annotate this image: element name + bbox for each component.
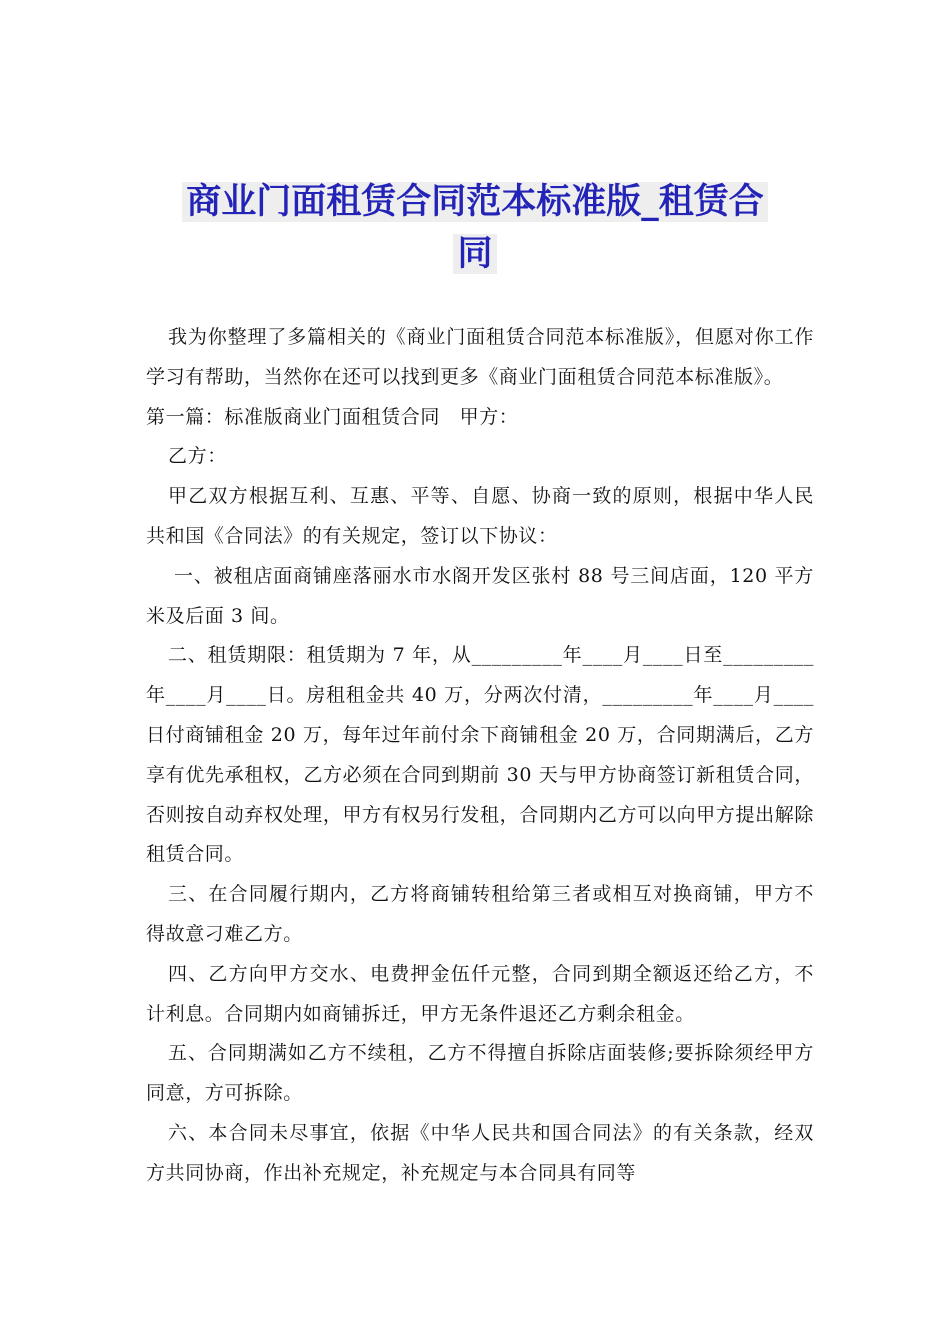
paragraph-intro: 我为你整理了多篇相关的《商业门面租赁合同范本标准版》，但愿对你工作学习有帮助，当然你在还可以找到更多《商业门面租赁合同范本标准版》。 [146, 326, 814, 388]
paragraph-clause-4: 四、乙方向甲方交水、电费押金伍仟元整，合同到期全额返还给乙方，不计利息。合同期内如商铺拆迁，甲方无条件退还乙方剩余租金。 [146, 962, 814, 1025]
paragraph-party-b: 乙方： [168, 445, 227, 468]
paragraph-clause-2: 二、租赁期限：租赁期为 7 年，从_________年____月____日至_________年____月____日。房租租金共 40 万，分两次付清，_________年____月____日付商铺租金 20 万，每年过年前付余下商铺租金 20 万，合同期满后，乙方享有优先承租权，乙方必须在合同到期前 30 天与甲方协商签订新租赁合同，否则按自动弃权处理，甲方有权另行发租，合同期内乙方可以向甲方提出解除租赁合同。 [146, 644, 814, 866]
paragraph-clause-3: 三、在合同履行期内，乙方将商铺转租给第三者或相互对换商铺，甲方不得故意刁难乙方。 [146, 883, 814, 945]
document-title [130, 176, 820, 280]
paragraph-section-heading: 第一篇：标准版商业门面租赁合同 甲方： [146, 405, 519, 428]
document-body [146, 318, 814, 1194]
paragraph-clause-5: 五、合同期满如乙方不续租，乙方不得擅自拆除店面装修;要拆除须经甲方同意，方可拆除。 [146, 1042, 814, 1105]
paragraph-clause-6: 六、本合同未尽事宜，依据《中华人民共和国合同法》的有关条款，经双方共同协商，作出补充规定，补充规定与本合同具有同等 [146, 1121, 814, 1184]
title-line-2: 同 [453, 234, 496, 274]
title-line-1: 商业门面租赁合同范本标准版_租赁合 [182, 182, 768, 222]
paragraph-preamble: 甲乙双方根据互利、互惠、平等、自愿、协商一致的原则，根据中华人民共和国《合同法》的有关规定，签订以下协议： [146, 485, 814, 547]
paragraph-clause-1: 一、被租店面商铺座落丽水市水阁开发区张村 88 号三间店面，120 平方米及后面 3 间。 [146, 564, 814, 627]
